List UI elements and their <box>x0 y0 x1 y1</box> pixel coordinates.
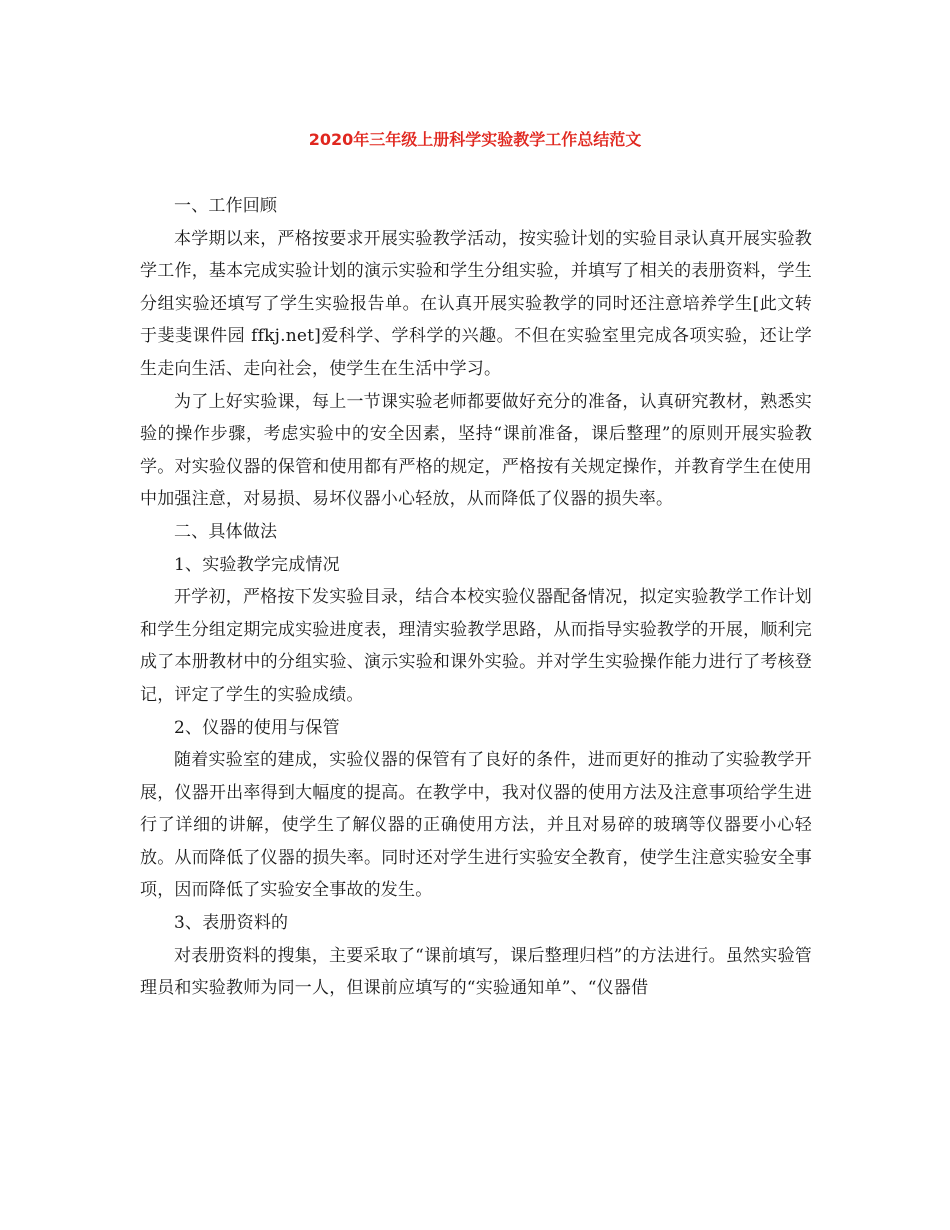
document-body <box>140 190 812 1005</box>
paragraph-instruments: 随着实验室的建成，实验仪器的保管有了良好的条件，进而更好的推动了实验教学开展，仪器开出率得到大幅度的提高。在教学中，我对仪器的使用方法及注意事项给学生进行了详细的讲解，使学生了解仪器的正确使用方法，并且对易碎的玻璃等仪器要小心轻放。从而降低了仪器的损失率。同时还对学生进行实验安全教育，使学生注意实验安全事项，因而降低了实验安全事故的发生。 <box>140 750 812 901</box>
document-title: 2020年三年级上册科学实验教学工作总结范文 <box>308 130 642 149</box>
paragraph-completion: 开学初，严格按下发实验目录，结合本校实验仪器配备情况，拟定实验教学工作计划和学生分组定期完成实验进度表，理清实验教学思路，从而指导实验教学的开展，顺利完成了本册教材中的分组实验、演示实验和课外实验。并对学生实验操作能力进行了考核登记，评定了学生的实验成绩。 <box>140 587 812 705</box>
section-heading-review: 一、工作回顾 <box>174 196 278 216</box>
paragraph-records: 对表册资料的搜集，主要采取了“课前填写，课后整理归档”的方法进行。虽然实验管理员和实验教师为同一人，但课前应填写的“实验通知单”、“仪器借 <box>140 945 812 999</box>
subheading-records: 3、表册资料的 <box>174 913 289 934</box>
paragraph-review-1: 本学期以来，严格按要求开展实验教学活动，按实验计划的实验目录认真开展实验教学工作，基本完成实验计划的演示实验和学生分组实验，并填写了相关的表册资料，学生分组实验还填写了学生实验报告单。在认真开展实验教学的同时还注意培养学生[此文转于斐斐课件园 ffkj.net]爱科学、学科学的兴趣。不但在实验室里完成各项实验，还让学生走向生活、走向社会，使学生在生活中学习。 <box>140 228 812 379</box>
subheading-completion: 1、实验教学完成情况 <box>174 554 340 575</box>
subheading-instruments: 2、仪器的使用与保管 <box>174 717 340 738</box>
paragraph-review-2: 为了上好实验课，每上一节课实验老师都要做好充分的准备，认真研究教材，熟悉实验的操作步骤，考虑实验中的安全因素，坚持“课前准备，课后整理”的原则开展实验教学。对实验仪器的保管和使用都有严格的规定，严格按有关规定操作，并教育学生在使用中加强注意，对易损、易坏仪器小心轻放，从而降低了仪器的损失率。 <box>140 391 812 510</box>
section-heading-methods: 二、具体做法 <box>174 521 278 542</box>
